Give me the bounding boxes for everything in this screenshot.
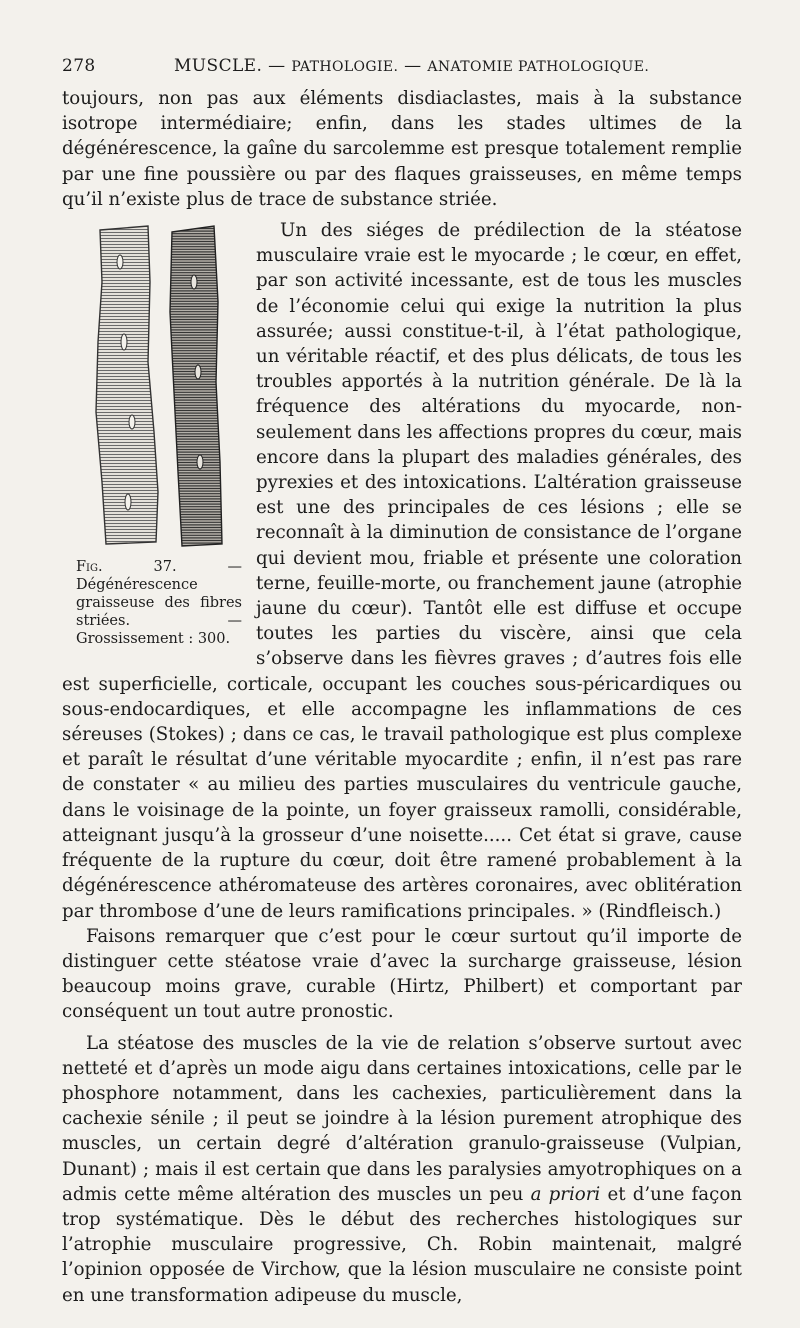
paragraph: La stéatose des muscles de la vie de relation s’observe surtout avec netteté et d’après un mode aigu dans certaines intoxications, celle par le phosphore notamment, dans les cachexies, particulièrement dans la cachexie sénile ; il peut se joindre à la lésion purement atrophique des muscles, un certain degré d’altération granulo-graisseuse (Vulpian, Dunant) ; mais il est certain que dans les paralysies amyotrophiques on a admis cette même altération des muscles un peu a priori et d’une façon trop systématique. Dès le début des recherches histologiques sur l’atrophie musculaire progressive, Ch. Robin maintenait, malgré l’opinion opposée de Virchow, que la lésion musculaire ne consiste point en une transformation adipeuse du muscle, [62, 1032, 742, 1306]
fat-droplets [117, 255, 123, 269]
running-title [174, 56, 649, 76]
fat-droplets [197, 455, 203, 469]
muscle-fibers-illustration [62, 222, 242, 552]
body-text [62, 86, 742, 1308]
fat-droplets [125, 494, 131, 510]
fat-droplets [129, 415, 135, 429]
header-separator: — [262, 56, 292, 76]
paragraph: Un des siéges de prédilection de la stéatose musculaire vraie est le myocarde ; le cœur, en effet, par son activité incessante, est de tous les muscles de l’économie celui qui exige la nutrition la plus assurée; aussi constitue-t-il, à l’état pathologique, un véritable réactif, et des plus délicats, de tous les troubles apportés à la nutrition générale. De là la fréquence des altérations du myocarde, non-seulement dans les affections propres du cœur, mais encore dans la plupart des maladies générales, des pyrexies et des intoxications. L’altération graisseuse est une des principales de ces lésions ; elle se reconnaît à la diminution de consistance de l’organe qui devient mou, friable et présente une coloration terne, feuille-morte, ou franchement jaune (atrophie jaune du cœur). Tantôt elle est diffuse et occupe toutes les parties du viscère, ainsi que cela s’observe dans les fièvres graves ; d’autres fois elle est superficielle, corticale, occupant les couches sous-péricardiques ou sous-endocardiques, et elle accompagne les inflammations de ces séreuses (Stokes) ; dans ce cas, le travail pathologique est plus complexe et paraît le résultat d’une véritable myocardite ; enfin, il n’est pas rare de constater « au milieu des parties musculaires du ventricule gauche, dans le voisinage de la pointe, un foyer graisseux ramolli, considérable, atteignant jusqu’à la grosseur d’une noisette..... Cet état si grave, cause fréquente de la rupture du cœur, doit être ramené probablement à la dégénérescence athéromateuse des artères coronaires, avec oblitération par thrombose d’une de leurs ramifications principales. » (Rindfleisch.) [62, 220, 742, 922]
running-header [62, 56, 742, 86]
fat-droplets [191, 275, 197, 289]
figure-label: Fig. 37. [76, 559, 177, 576]
fat-droplets [121, 334, 127, 350]
header-separator: — [398, 56, 428, 76]
header-title: MUSCLE. [174, 56, 263, 76]
figure-caption-text: — Dégénérescence graisseuse des fibres striées. — Grossissement : 300. [76, 559, 243, 648]
striated-fiber-right [170, 226, 222, 546]
paragraph: toujours, non pas aux éléments disdiaclastes, mais à la substance isotrope intermédiaire; enfin, dans les stades ultimes de la dégénérescence, la gaîne du sarcolemme est presque totalement remplie par une fine poussière ou par des flaques graisseuses, en même temps qu’il n’existe plus de trace de substance striée. [62, 88, 742, 210]
header-subsection: ANATOMIE PATHOLOGIQUE. [427, 59, 650, 75]
page-number: 278 [62, 56, 96, 76]
fat-droplets [195, 365, 201, 379]
page [62, 56, 742, 1308]
paragraph: Faisons remarquer que c’est pour le cœur surtout qu’il importe de distinguer cette stéatose vraie d’avec la surcharge graisseuse, lésion beaucoup moins grave, curable (Hirtz, Philbert) et comportant par conséquent un tout autre pronostic. [62, 925, 742, 1023]
figure-caption [62, 558, 242, 648]
header-section: PATHOLOGIE. [291, 59, 399, 75]
figure-37 [62, 222, 242, 648]
